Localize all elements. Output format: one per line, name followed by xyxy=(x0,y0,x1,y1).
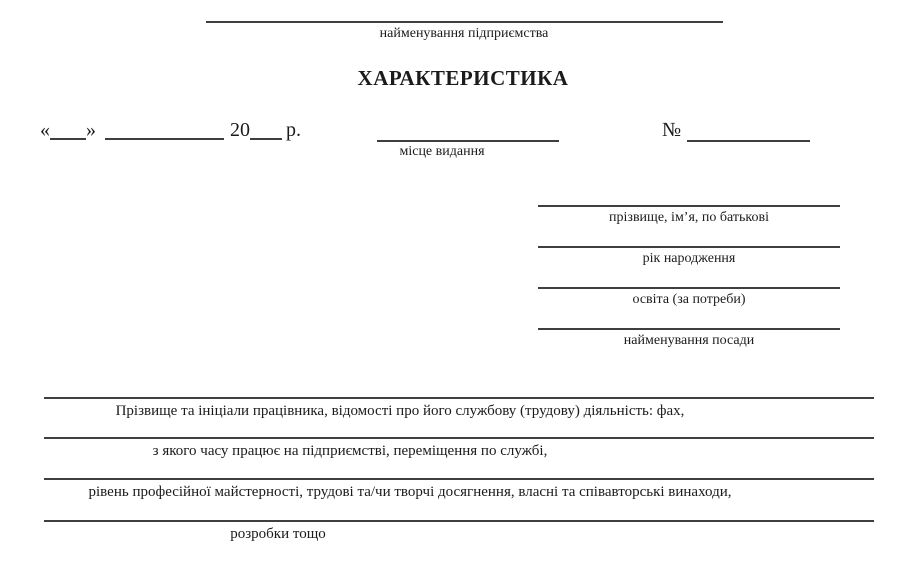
year-prefix: 20 xyxy=(230,119,250,141)
person-field-blank-line xyxy=(538,328,840,330)
enterprise-name-caption: найменування підприємства xyxy=(379,26,549,41)
form-title: ХАРАКТЕРИСТИКА xyxy=(357,66,569,90)
body-field-caption: рівень професійної майстерності, трудові та/чи творчі досягнення, власні та співавторські винаходи, xyxy=(88,484,732,500)
person-field-blank-line xyxy=(538,246,840,248)
number-blank-line xyxy=(687,140,810,142)
person-field-caption: найменування посади xyxy=(623,333,755,348)
date-line xyxy=(40,118,301,142)
body-field-blank-line xyxy=(44,437,874,439)
enterprise-name-blank-line xyxy=(206,21,723,23)
day-blank-field xyxy=(50,137,86,140)
body-field-caption: розробки тощо xyxy=(230,526,326,542)
place-of-issue-blank-line xyxy=(377,140,559,142)
month-blank-field xyxy=(105,137,224,140)
person-field-caption: прізвище, ім’я, по батькові xyxy=(609,210,769,225)
body-field-blank-line xyxy=(44,397,874,399)
body-field-caption: Прізвище та ініціали працівника, відомості про його службову (трудову) діяльність: фах, xyxy=(115,403,685,419)
body-field-blank-line xyxy=(44,478,874,480)
close-quote: » xyxy=(86,119,96,141)
number-sign: № xyxy=(662,119,682,141)
year-abbr: р. xyxy=(286,119,301,141)
open-quote: « xyxy=(40,119,50,141)
place-of-issue-caption: місце видання xyxy=(399,144,485,159)
person-field-caption: рік народження xyxy=(642,251,736,266)
year-blank-field xyxy=(250,137,282,140)
body-field-blank-line xyxy=(44,520,874,522)
person-field-blank-line xyxy=(538,287,840,289)
person-field-caption: освіта (за потреби) xyxy=(632,292,746,307)
body-field-caption: з якого часу працює на підприємстві, переміщення по службі, xyxy=(152,443,548,459)
person-field-blank-line xyxy=(538,205,840,207)
